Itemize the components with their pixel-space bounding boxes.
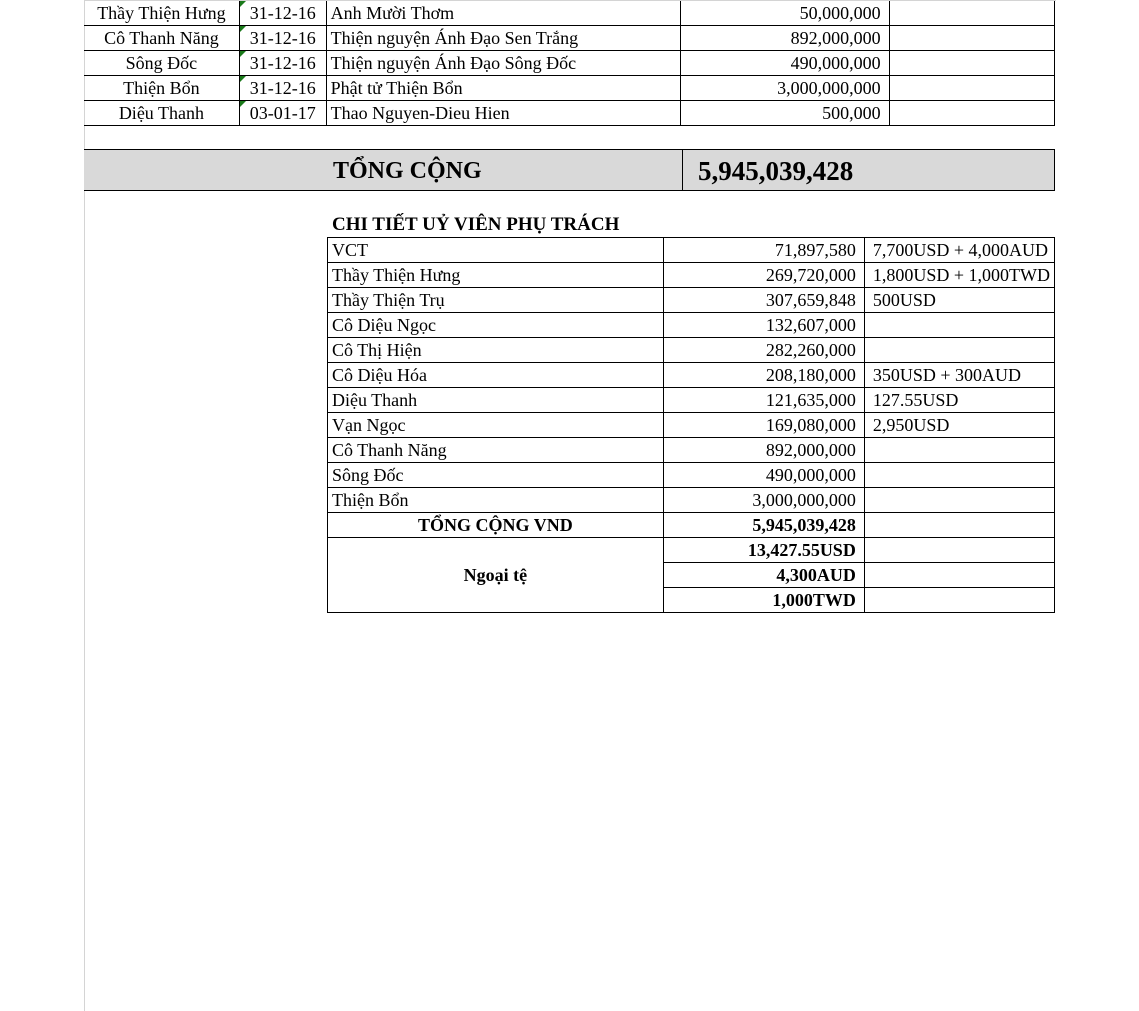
table-row <box>328 438 1055 463</box>
amount-cell[interactable]: 500,000 <box>680 101 889 126</box>
total-vnd-note[interactable] <box>864 513 1054 538</box>
detail-amount-cell[interactable]: 307,659,848 <box>663 288 864 313</box>
foreign-total-usd[interactable]: 13,427.55USD <box>663 538 864 563</box>
grand-total-label[interactable]: TỔNG CỘNG <box>333 158 482 184</box>
amount-cell[interactable]: 490,000,000 <box>680 51 889 76</box>
note-cell[interactable] <box>889 76 1054 101</box>
table-row <box>84 26 1055 51</box>
table-row <box>328 463 1055 488</box>
error-indicator-icon <box>240 76 246 82</box>
total-vnd-row <box>328 513 1055 538</box>
table-row <box>328 488 1055 513</box>
detail-name-cell[interactable]: Thiện Bổn <box>328 488 664 513</box>
detail-foreign-cell[interactable] <box>864 313 1054 338</box>
detail-name-cell[interactable]: Thầy Thiện Trụ <box>328 288 664 313</box>
table-row <box>328 338 1055 363</box>
detail-name-cell[interactable]: Cô Diệu Ngọc <box>328 313 664 338</box>
table-row <box>328 263 1055 288</box>
detail-amount-cell[interactable]: 71,897,580 <box>663 238 864 263</box>
note-cell[interactable] <box>889 51 1054 76</box>
date-cell[interactable] <box>239 101 326 126</box>
manager-cell[interactable]: Thầy Thiện Hưng <box>84 1 239 26</box>
detail-amount-cell[interactable]: 121,635,000 <box>663 388 864 413</box>
table-row <box>328 388 1055 413</box>
description-cell[interactable]: Thao Nguyen-Dieu Hien <box>326 101 680 126</box>
detail-name-cell[interactable]: Vạn Ngọc <box>328 413 664 438</box>
error-indicator-icon <box>240 26 246 32</box>
detail-name-cell[interactable]: Sông Đốc <box>328 463 664 488</box>
grand-total-value[interactable]: 5,945,039,428 <box>698 156 854 186</box>
note-cell[interactable] <box>889 26 1054 51</box>
table-row <box>328 413 1055 438</box>
foreign-currency-label[interactable]: Ngoại tệ <box>328 538 664 613</box>
detail-name-cell[interactable]: Cô Thị Hiện <box>328 338 664 363</box>
date-value: 31-12-16 <box>249 53 316 73</box>
amount-cell[interactable]: 50,000,000 <box>680 1 889 26</box>
table-row <box>328 363 1055 388</box>
detail-amount-cell[interactable]: 892,000,000 <box>663 438 864 463</box>
date-cell[interactable] <box>239 26 326 51</box>
date-value: 31-12-16 <box>249 28 316 48</box>
manager-cell[interactable]: Thiện Bổn <box>84 76 239 101</box>
error-indicator-icon <box>240 1 246 7</box>
note-cell[interactable] <box>889 101 1054 126</box>
detail-name-cell[interactable]: Cô Thanh Năng <box>328 438 664 463</box>
detail-amount-cell[interactable]: 132,607,000 <box>663 313 864 338</box>
manager-cell[interactable]: Sông Đốc <box>84 51 239 76</box>
error-indicator-icon <box>240 101 246 107</box>
manager-cell[interactable]: Diệu Thanh <box>84 101 239 126</box>
detail-foreign-cell[interactable]: 350USD + 300AUD <box>864 363 1054 388</box>
detail-amount-cell[interactable]: 282,260,000 <box>663 338 864 363</box>
note-cell[interactable] <box>889 1 1054 26</box>
table-row <box>328 288 1055 313</box>
foreign-total-note[interactable] <box>864 538 1054 563</box>
detail-foreign-cell[interactable]: 2,950USD <box>864 413 1054 438</box>
detail-foreign-cell[interactable]: 7,700USD + 4,000AUD <box>864 238 1054 263</box>
date-value: 31-12-16 <box>249 3 316 23</box>
detail-amount-cell[interactable]: 3,000,000,000 <box>663 488 864 513</box>
description-cell[interactable]: Phật tử Thiện Bổn <box>326 76 680 101</box>
detail-name-cell[interactable]: VCT <box>328 238 664 263</box>
detail-foreign-cell[interactable]: 1,800USD + 1,000TWD <box>864 263 1054 288</box>
grand-total-divider <box>682 150 683 190</box>
manager-detail-table <box>327 237 1055 613</box>
detail-section-title: CHI TIẾT UỶ VIÊN PHỤ TRÁCH <box>332 214 620 235</box>
detail-amount-cell[interactable]: 490,000,000 <box>663 463 864 488</box>
grand-total-row <box>84 149 1055 191</box>
foreign-total-twd[interactable]: 1,000TWD <box>663 588 864 613</box>
amount-cell[interactable]: 892,000,000 <box>680 26 889 51</box>
detail-foreign-cell[interactable] <box>864 463 1054 488</box>
table-row <box>84 1 1055 26</box>
detail-foreign-cell[interactable]: 500USD <box>864 288 1054 313</box>
foreign-total-aud[interactable]: 4,300AUD <box>663 563 864 588</box>
description-cell[interactable]: Thiện nguyện Ánh Đạo Sen Trắng <box>326 26 680 51</box>
foreign-total-row <box>328 538 1055 563</box>
manager-cell[interactable]: Cô Thanh Năng <box>84 26 239 51</box>
detail-name-cell[interactable]: Cô Diệu Hóa <box>328 363 664 388</box>
detail-amount-cell[interactable]: 208,180,000 <box>663 363 864 388</box>
table-row <box>328 313 1055 338</box>
detail-name-cell[interactable]: Diệu Thanh <box>328 388 664 413</box>
detail-amount-cell[interactable]: 269,720,000 <box>663 263 864 288</box>
detail-foreign-cell[interactable] <box>864 438 1054 463</box>
table-row <box>84 51 1055 76</box>
detail-name-cell[interactable]: Thầy Thiện Hưng <box>328 263 664 288</box>
table-row <box>84 101 1055 126</box>
amount-cell[interactable]: 3,000,000,000 <box>680 76 889 101</box>
description-cell[interactable]: Thiện nguyện Ánh Đạo Sông Đốc <box>326 51 680 76</box>
foreign-total-note[interactable] <box>864 588 1054 613</box>
table-row <box>328 238 1055 263</box>
donations-table <box>84 1 1055 126</box>
date-value: 03-01-17 <box>249 103 316 123</box>
total-vnd-label[interactable]: TỔNG CỘNG VND <box>328 513 664 538</box>
foreign-total-note[interactable] <box>864 563 1054 588</box>
date-cell[interactable] <box>239 51 326 76</box>
table-row <box>84 76 1055 101</box>
error-indicator-icon <box>240 51 246 57</box>
total-vnd-value[interactable]: 5,945,039,428 <box>663 513 864 538</box>
detail-foreign-cell[interactable] <box>864 488 1054 513</box>
date-cell[interactable] <box>239 76 326 101</box>
date-cell[interactable] <box>239 1 326 26</box>
detail-amount-cell[interactable]: 169,080,000 <box>663 413 864 438</box>
date-value: 31-12-16 <box>249 78 316 98</box>
detail-foreign-cell[interactable] <box>864 338 1054 363</box>
description-cell[interactable]: Anh Mười Thơm <box>326 1 680 26</box>
detail-foreign-cell[interactable]: 127.55USD <box>864 388 1054 413</box>
